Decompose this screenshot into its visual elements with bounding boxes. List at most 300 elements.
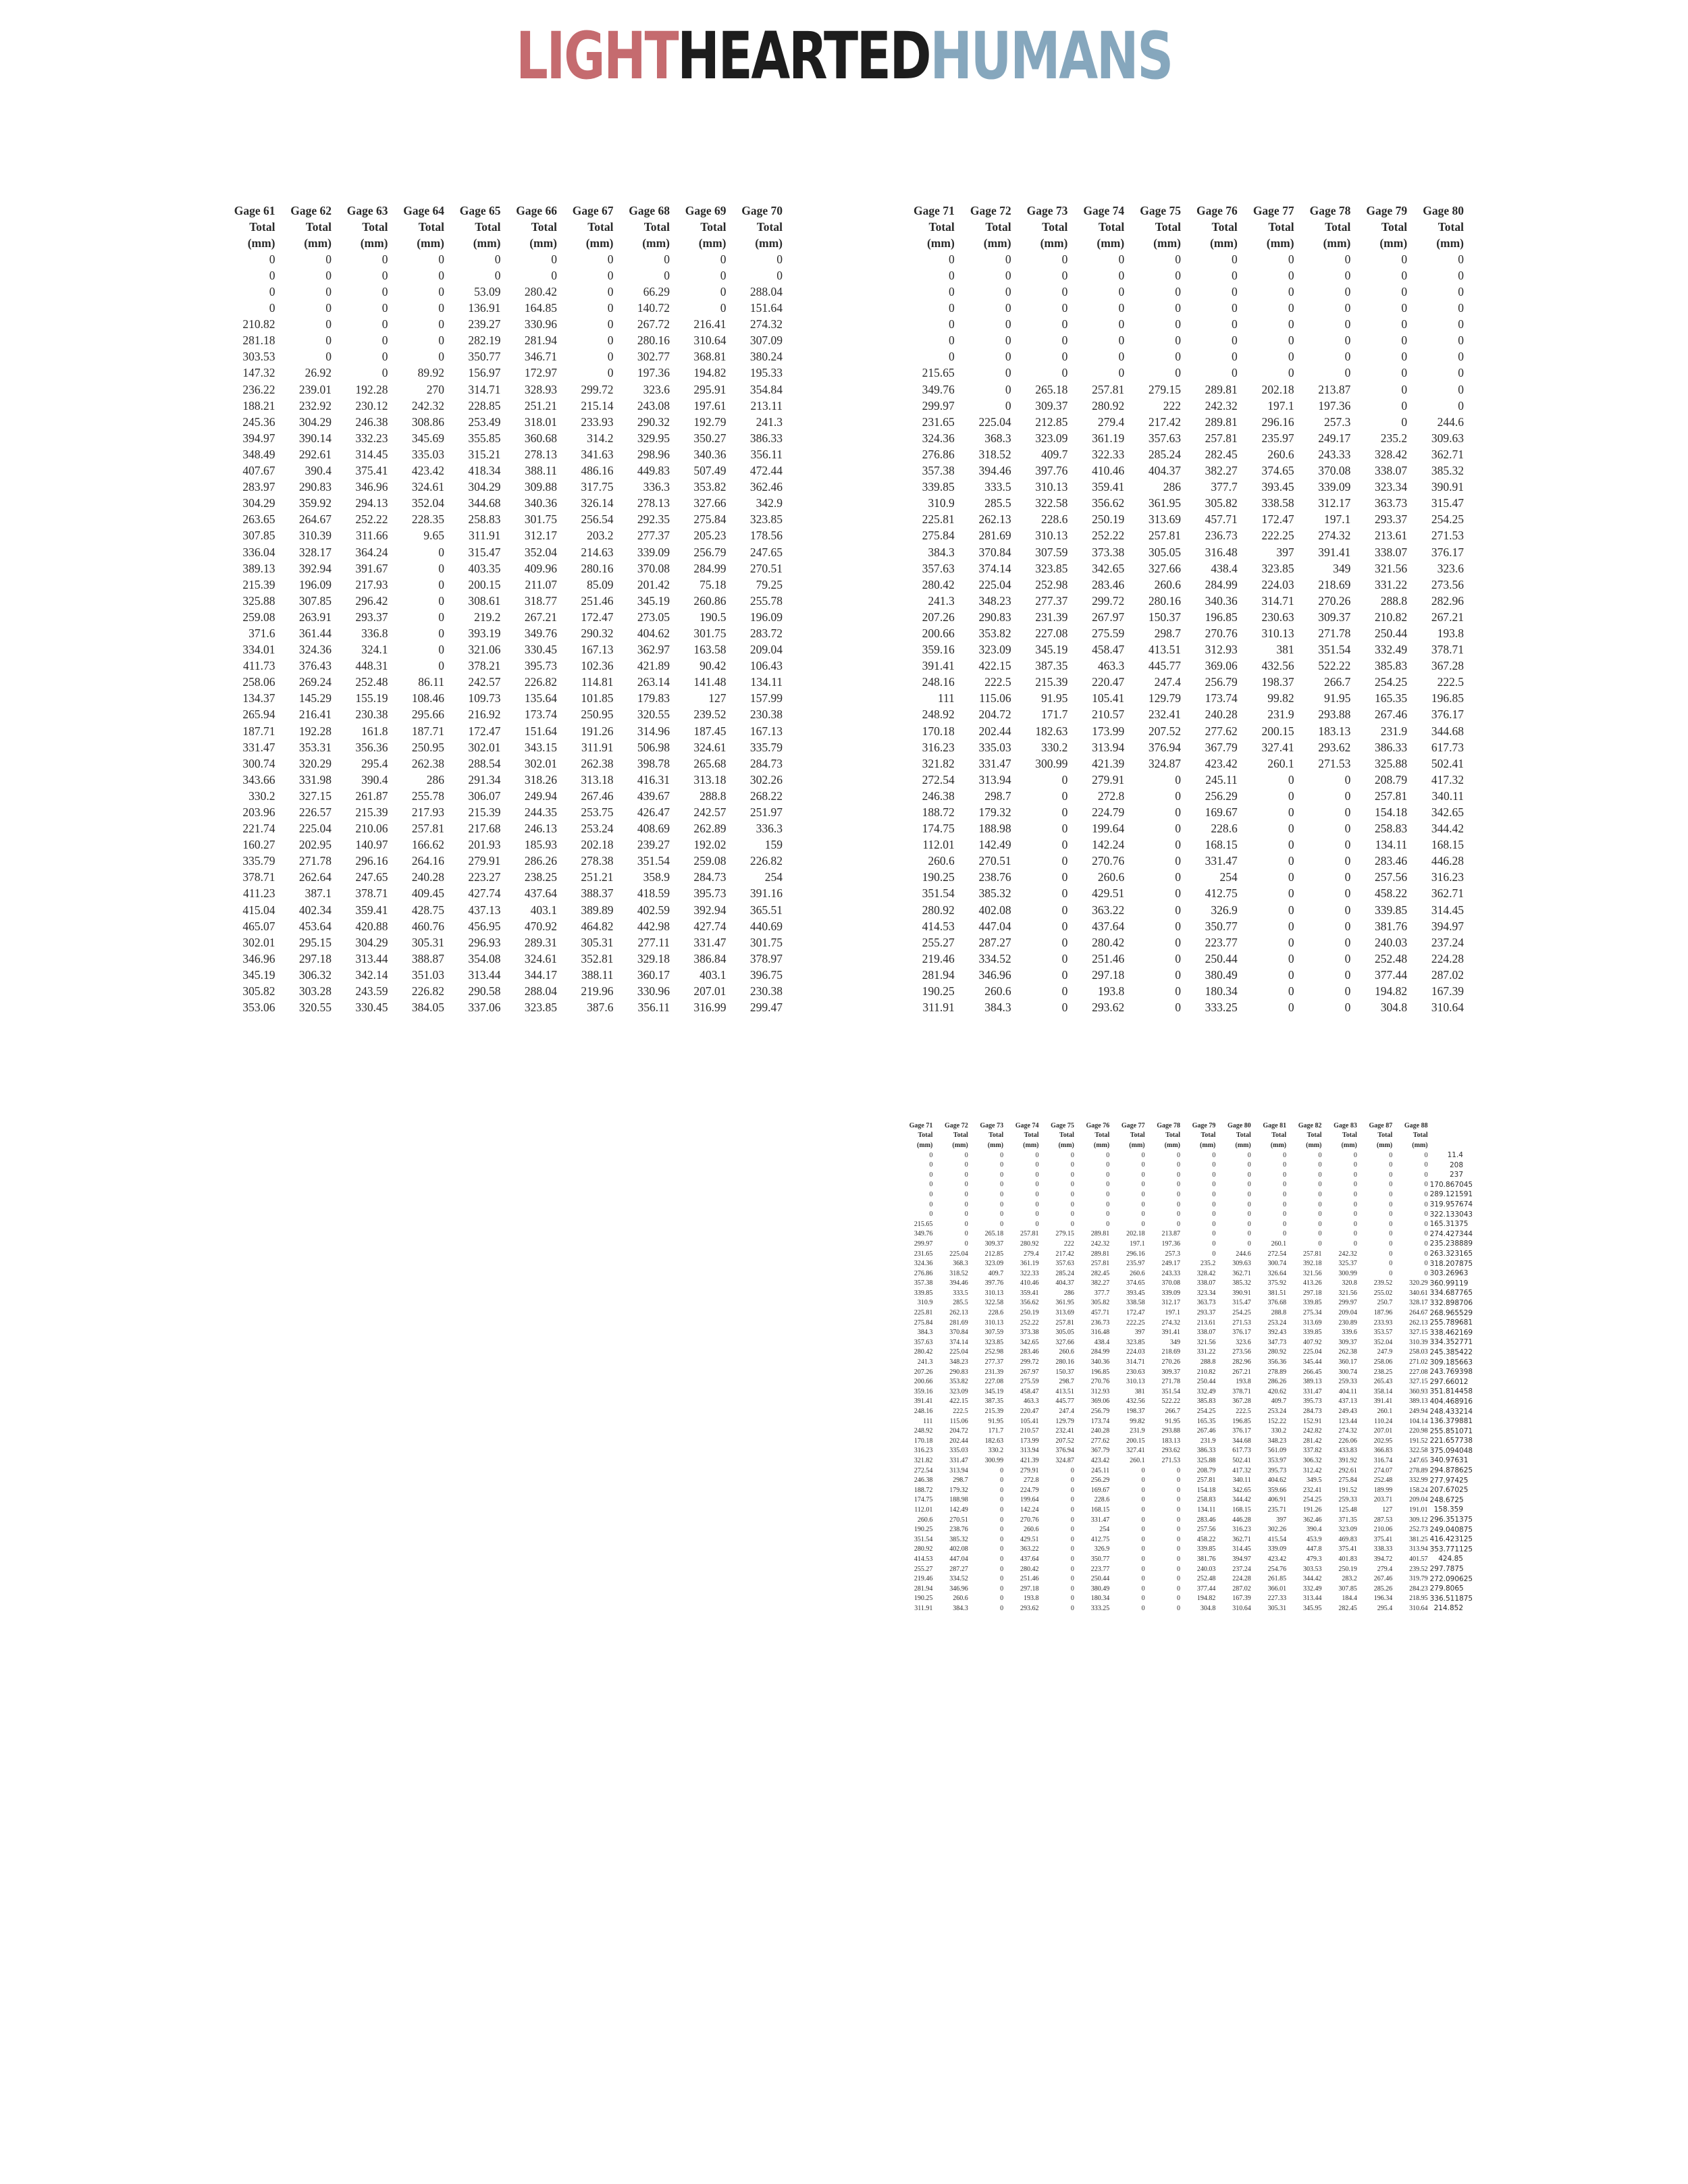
table-cell: 310.13	[1261, 626, 1294, 640]
table-cell: 381.51	[1267, 1289, 1287, 1297]
column-unit: (mm)	[1153, 236, 1181, 250]
table-cell: 429.51	[1020, 1535, 1039, 1543]
table-row	[224, 333, 788, 349]
table-row	[899, 1357, 1465, 1367]
table-cell: 0	[1424, 1240, 1428, 1248]
table-cell: 458.47	[1020, 1387, 1039, 1395]
column-subheader: Total	[1438, 219, 1464, 234]
table-cell: 255.27	[914, 1565, 933, 1573]
table-cell: 312.17	[524, 529, 557, 543]
table-cell: 272.54	[914, 1466, 933, 1474]
table-cell: 386.33	[749, 431, 783, 445]
table-cell: 314.45	[1431, 903, 1464, 917]
table-cell: 0	[381, 252, 388, 266]
table-cell: 273.56	[1232, 1348, 1251, 1356]
table-cell: 417.32	[1431, 772, 1464, 787]
table-cell: 427.74	[693, 919, 727, 933]
table-cell: 228.6	[1211, 822, 1238, 836]
table-cell: 258.83	[468, 512, 501, 527]
table-cell: 217.93	[411, 805, 444, 820]
table-cell: 310.39	[298, 529, 332, 543]
table-cell: 129.79	[1148, 691, 1181, 705]
table-cell: 0	[1344, 789, 1351, 803]
table-cell: 344.42	[1431, 822, 1464, 836]
table-cell: 0	[1035, 1161, 1039, 1169]
table-cell: 397	[1134, 1329, 1145, 1337]
table-cell: 421.89	[637, 659, 670, 673]
column-subheader: Total	[1381, 219, 1408, 234]
table-cell: 172.47	[581, 610, 614, 624]
table-row	[899, 1416, 1465, 1427]
table-cell: 335.03	[411, 447, 444, 461]
table-cell: 324.36	[298, 643, 332, 657]
table-cell: 151.64	[524, 724, 557, 738]
table-row	[903, 512, 1469, 528]
table-cell: 265.43	[1373, 1378, 1393, 1386]
table-cell: 254	[1219, 870, 1238, 884]
table-cell: 0	[929, 1181, 933, 1189]
table-cell: 0	[964, 1161, 968, 1169]
table-row	[224, 739, 788, 755]
table-cell: 0	[1141, 1526, 1145, 1534]
table-row	[903, 870, 1469, 886]
table-cell: 333.25	[1205, 1001, 1238, 1015]
table-row	[224, 902, 788, 918]
table-cell: 384.3	[984, 1001, 1011, 1015]
table-cell: 260.6	[1130, 1269, 1145, 1277]
table-cell: 456.95	[468, 919, 501, 933]
table-cell: 375.41	[1338, 1545, 1357, 1553]
table-cell: 216.41	[298, 708, 332, 722]
table-cell: 0	[551, 252, 557, 266]
table-cell: 250.44	[1090, 1575, 1110, 1583]
table-cell: 0	[1070, 1535, 1074, 1543]
table-cell: 0	[964, 1220, 968, 1228]
table-cell: 228.6	[988, 1309, 1004, 1317]
table-cell: 227.33	[1267, 1595, 1287, 1603]
table-cell: 376.94	[1148, 740, 1181, 754]
table-cell: 0	[1458, 252, 1464, 266]
table-cell: 413.51	[1148, 643, 1181, 657]
table-cell: 357.63	[914, 1338, 933, 1346]
table-cell: 0	[1232, 285, 1238, 299]
table-cell: 401.83	[1338, 1555, 1357, 1563]
table-row	[224, 772, 788, 788]
table-row	[899, 1554, 1465, 1564]
table-cell: 0	[1141, 1171, 1145, 1179]
table-row	[899, 1377, 1465, 1387]
table-cell: 207.26	[914, 1368, 933, 1376]
table-cell: 377.44	[1375, 967, 1408, 982]
table-cell: 0	[1000, 1526, 1004, 1534]
table-cell: 0	[1175, 838, 1181, 852]
table-cell: 256.54	[581, 512, 614, 527]
table-cell: 223.27	[468, 870, 501, 884]
table-row	[899, 1160, 1465, 1170]
table-cell: 89.92	[417, 366, 444, 380]
table-cell: 0	[381, 285, 388, 299]
table-cell: 0	[1175, 984, 1181, 998]
table-cell: 0	[438, 610, 444, 624]
table-cell: 0	[1000, 1535, 1004, 1543]
table-cell: 188.72	[922, 805, 955, 820]
table-cell: 0	[1070, 1161, 1074, 1169]
table-cell: 290.83	[298, 480, 332, 494]
table-cell: 0	[964, 1240, 968, 1248]
table-cell: 85.09	[587, 577, 614, 591]
table-cell: 339.09	[1267, 1545, 1287, 1553]
table-cell: 394.72	[1373, 1555, 1393, 1563]
table-cell: 262.38	[1338, 1348, 1357, 1356]
table-row	[224, 967, 788, 983]
table-row	[903, 642, 1469, 658]
table-cell: 179.32	[978, 805, 1011, 820]
table-cell: 371.6	[248, 626, 275, 640]
table-cell: 0	[1401, 382, 1408, 396]
table-cell: 453.64	[298, 919, 332, 933]
table-cell: 275.59	[1092, 626, 1125, 640]
logo-word-light: LIGHT	[516, 18, 678, 94]
table-cell: 26.92	[305, 366, 332, 380]
table-cell: 190.25	[914, 1595, 933, 1603]
table-cell: 0	[949, 350, 955, 364]
table-cell-extra: 404.468916	[1429, 1397, 1473, 1406]
table-row	[903, 479, 1469, 496]
table-cell: 0	[1212, 1240, 1216, 1248]
table-cell: 0	[1061, 301, 1068, 315]
table-cell: 207.52	[1148, 724, 1181, 738]
table-row	[224, 707, 788, 723]
table-cell: 325.88	[1375, 756, 1408, 770]
table-cell: 288.8	[1380, 593, 1408, 608]
table-cell: 283.46	[1196, 1516, 1216, 1524]
table-cell: 207.01	[1373, 1427, 1393, 1435]
table-cell: 351.54	[922, 886, 955, 901]
table-cell: 0	[269, 252, 275, 266]
table-cell: 0	[1177, 1535, 1180, 1543]
table-cell: 200.66	[922, 626, 955, 640]
table-cell: 0	[1061, 285, 1068, 299]
table-cell: 338.58	[1126, 1299, 1145, 1307]
table-cell: 0	[1212, 1161, 1216, 1169]
table-cell: 231.39	[1035, 610, 1068, 624]
table-cell: 276.86	[914, 1269, 933, 1277]
table-cell: 0	[1141, 1210, 1145, 1219]
table-cell: 449.83	[637, 464, 670, 478]
table-cell: 320.29	[1409, 1279, 1428, 1287]
table-cell: 336.3	[643, 480, 670, 494]
table-row	[903, 577, 1469, 593]
table-cell: 313.69	[1055, 1309, 1074, 1317]
table-cell: 433.83	[1338, 1447, 1357, 1455]
table-cell: 258.03	[1409, 1348, 1428, 1356]
table-cell: 260.6	[1267, 447, 1294, 461]
table-cell: 388.37	[581, 886, 614, 901]
table-cell: 331.47	[1205, 854, 1238, 868]
table-cell: 0	[1212, 1190, 1216, 1198]
table-cell: 236.22	[242, 382, 275, 396]
table-cell: 0	[1177, 1486, 1180, 1494]
table-cell: 232.41	[1055, 1427, 1074, 1435]
table-cell: 302.26	[749, 772, 783, 787]
table-cell: 127	[708, 691, 727, 705]
table-cell: 333.25	[1090, 1604, 1110, 1612]
table-cell: 0	[1175, 252, 1181, 266]
table-cell: 0	[1344, 285, 1351, 299]
table-cell: 222.5	[1437, 675, 1464, 689]
column-unit: (mm)	[1164, 1141, 1180, 1149]
table-cell: 0	[1106, 1210, 1110, 1219]
table-cell: 380.49	[1090, 1584, 1110, 1593]
table-cell: 320.8	[1342, 1279, 1357, 1287]
table-cell: 281.69	[949, 1319, 968, 1327]
table-cell: 218.69	[1318, 577, 1351, 591]
table-cell: 316.74	[1373, 1456, 1393, 1464]
table-cell: 0	[1389, 1230, 1393, 1238]
table-cell: 232.41	[1303, 1486, 1322, 1494]
table-cell: 0	[1283, 1181, 1287, 1189]
table-cell: 0	[1401, 366, 1408, 380]
table-cell: 205.23	[693, 529, 727, 543]
table-cell: 202.18	[1126, 1230, 1145, 1238]
column-header: Gage 75	[1140, 203, 1181, 217]
table-cell: 0	[1247, 1161, 1251, 1169]
column-unit: (mm)	[1412, 1141, 1428, 1149]
table-cell: 319.79	[1409, 1575, 1428, 1583]
table-row	[903, 446, 1469, 462]
table-cell: 207.26	[922, 610, 955, 624]
table-cell: 442.98	[637, 919, 670, 933]
table-cell: 0	[1106, 1161, 1110, 1169]
table-cell: 167.39	[1232, 1595, 1251, 1603]
table-row	[899, 1200, 1465, 1210]
table-cell: 334.52	[949, 1575, 968, 1583]
table-cell: 0	[949, 252, 955, 266]
table-cell: 252.48	[1196, 1575, 1216, 1583]
table-cell: 277.37	[984, 1358, 1004, 1366]
table-cell: 213.61	[1375, 529, 1408, 543]
table-cell: 0	[949, 268, 955, 282]
table-cell: 313.44	[1303, 1595, 1322, 1603]
table-cell: 420.88	[355, 919, 388, 933]
table-cell: 262.38	[581, 756, 614, 770]
table-cell: 106.43	[749, 659, 783, 673]
table-row	[224, 251, 788, 267]
table-cell: 230.38	[749, 708, 783, 722]
table-cell: 390.4	[361, 772, 388, 787]
table-cell: 271.53	[1161, 1456, 1180, 1464]
table-cell: 351.54	[1318, 643, 1351, 657]
table-cell: 251.46	[581, 593, 614, 608]
table-cell: 340.11	[1232, 1476, 1251, 1485]
table-cell-extra: 11.4	[1447, 1151, 1463, 1160]
table-cell: 0	[1035, 1220, 1039, 1228]
table-cell: 0	[1000, 1575, 1004, 1583]
column-unit: (mm)	[1436, 236, 1464, 250]
table-cell: 258.06	[242, 675, 275, 689]
table-cell: 332.49	[1196, 1387, 1216, 1395]
table-cell: 288.8	[700, 789, 727, 803]
table-cell: 299.72	[581, 382, 614, 396]
table-cell: 191.52	[1338, 1486, 1357, 1494]
table-cell: 288.04	[749, 285, 783, 299]
table-cell: 377.7	[1094, 1289, 1110, 1297]
table-cell: 287.02	[1232, 1584, 1251, 1593]
table-cell: 281.18	[242, 334, 275, 348]
table-cell: 0	[1061, 886, 1068, 901]
table-cell: 204.72	[978, 708, 1011, 722]
table-cell: 237.24	[1431, 935, 1464, 949]
table-row	[903, 365, 1469, 381]
table-cell: 375.92	[1267, 1279, 1287, 1287]
table-cell: 324.61	[524, 951, 557, 965]
table-cell: 201.93	[468, 838, 501, 852]
table-cell: 0	[1118, 317, 1125, 331]
table-cell: 270.76	[1205, 626, 1238, 640]
table-cell: 198.37	[1261, 675, 1294, 689]
column-subheader: Total	[1024, 1131, 1039, 1140]
column-subheader: Total	[418, 219, 444, 234]
table-cell: 240.03	[1196, 1565, 1216, 1573]
table-row	[224, 430, 788, 446]
table-row	[899, 1564, 1465, 1574]
column-header: Gage 76	[1086, 1121, 1110, 1129]
table-cell: 617.73	[1431, 740, 1464, 754]
table-cell: 216.41	[693, 317, 727, 331]
table-cell: 356.11	[637, 1001, 670, 1015]
table-cell: 0	[1177, 1151, 1180, 1159]
table-cell: 376.17	[1431, 545, 1464, 559]
table-cell: 0	[1070, 1171, 1074, 1179]
table-cell: 327.15	[298, 789, 332, 803]
column-subheader: Total	[1211, 219, 1238, 234]
table-cell: 0	[964, 1181, 968, 1189]
table-cell: 254.25	[1431, 512, 1464, 527]
table-cell: 0	[381, 366, 388, 380]
table-cell: 332.49	[1303, 1584, 1322, 1593]
table-cell: 115.06	[949, 1417, 968, 1425]
table-cell: 310.13	[1126, 1378, 1145, 1386]
table-cell: 219.46	[914, 1575, 933, 1583]
table-cell: 0	[1212, 1250, 1216, 1258]
table-cell: 0	[1318, 1230, 1322, 1238]
table-cell: 0	[1141, 1575, 1145, 1583]
table-cell: 428.75	[411, 903, 444, 917]
table-cell: 311.91	[469, 529, 501, 543]
table-cell: 210.06	[1373, 1526, 1393, 1534]
table-cell: 391.16	[749, 886, 783, 901]
table-cell: 238.25	[1373, 1368, 1393, 1376]
table-cell: 171.7	[988, 1427, 1004, 1435]
table-cell: 0	[929, 1161, 933, 1169]
table-cell: 413.26	[1303, 1279, 1322, 1287]
table-cell: 296.93	[468, 935, 501, 949]
table-cell: 363.22	[1020, 1545, 1039, 1553]
table-cell: 0	[964, 1230, 968, 1238]
table-cell: 380.49	[1205, 967, 1238, 982]
table-cell: 389.13	[1303, 1378, 1322, 1386]
column-subheader: Total	[1325, 219, 1351, 234]
table-cell: 402.59	[637, 903, 670, 917]
table-cell: 200.66	[914, 1378, 933, 1386]
table-cell: 316.23	[922, 740, 955, 754]
table-row	[224, 381, 788, 398]
table-cell-extra: 277.97425	[1429, 1476, 1469, 1485]
table-cell: 237.24	[1232, 1565, 1251, 1573]
table-cell: 0	[438, 252, 444, 266]
table-cell: 376.94	[1055, 1447, 1074, 1455]
table-cell: 0	[1458, 350, 1464, 364]
table-cell: 429.51	[1092, 886, 1125, 901]
table-cell: 339.85	[1196, 1545, 1216, 1553]
table-cell: 389.13	[242, 561, 275, 575]
table-cell: 313.94	[1020, 1447, 1039, 1455]
table-cell: 294.13	[355, 496, 388, 510]
table-cell: 0	[1175, 1001, 1181, 1015]
table-cell-extra: 297.7875	[1429, 1565, 1464, 1574]
table-cell: 262.64	[298, 870, 332, 884]
table-cell: 0	[1212, 1230, 1216, 1238]
table-cell: 75.18	[700, 577, 727, 591]
table-cell: 0	[1175, 772, 1181, 787]
table-cell: 0	[325, 252, 332, 266]
table-cell: 375.41	[1373, 1535, 1393, 1543]
table-cell: 0	[1070, 1604, 1074, 1612]
table-row	[224, 723, 788, 739]
table-cell: 278.13	[637, 496, 670, 510]
table-cell: 338.07	[1196, 1329, 1216, 1337]
table-cell: 375.41	[355, 464, 388, 478]
table-cell: 361.95	[1148, 496, 1181, 510]
table-cell: 388.11	[581, 967, 614, 982]
table-cell: 134.11	[1197, 1506, 1216, 1514]
table-cell: 225.04	[949, 1348, 968, 1356]
table-cell: 197.1	[1165, 1309, 1180, 1317]
table-cell: 522.22	[1161, 1397, 1180, 1406]
table-cell: 235.2	[1200, 1260, 1216, 1268]
table-cell: 0	[1005, 285, 1011, 299]
table-cell: 0	[607, 301, 614, 315]
table-cell: 0	[1061, 252, 1068, 266]
table-cell: 0	[1061, 854, 1068, 868]
table-cell: 250.19	[1020, 1309, 1039, 1317]
table-cell: 0	[1424, 1250, 1428, 1258]
table-cell: 522.22	[1318, 659, 1351, 673]
table-cell: 224.03	[1126, 1348, 1145, 1356]
table-cell: 306.32	[298, 967, 332, 982]
table-cell: 469.83	[1338, 1535, 1357, 1543]
table-cell: 315.47	[1431, 496, 1464, 510]
table-cell: 0	[1288, 951, 1294, 965]
site-logo[interactable]	[186, 19, 1502, 93]
table-cell: 346.96	[949, 1584, 968, 1593]
table-cell: 0	[1344, 903, 1351, 917]
table-cell: 352.04	[524, 545, 557, 559]
table-row	[899, 1466, 1465, 1476]
table-cell: 284.99	[1205, 577, 1238, 591]
table-cell: 257.3	[1324, 415, 1351, 429]
table-cell: 270.76	[1020, 1516, 1039, 1524]
table-cell: 262.13	[949, 1309, 968, 1317]
table-cell: 282.96	[1232, 1358, 1251, 1366]
table-cell: 339.85	[914, 1289, 933, 1297]
table-cell: 300.74	[1338, 1368, 1357, 1376]
column-unit: (mm)	[926, 236, 955, 250]
table-cell: 260.6	[953, 1595, 968, 1603]
table-cell: 115.06	[979, 691, 1011, 705]
table-cell: 392.94	[298, 561, 332, 575]
table-cell: 394.46	[949, 1279, 968, 1287]
